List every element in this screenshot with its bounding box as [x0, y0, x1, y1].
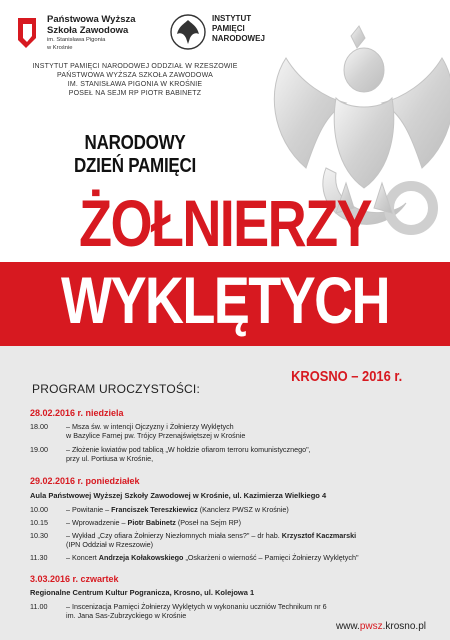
item-time: 18.00 — [30, 422, 48, 431]
program-item — [30, 602, 420, 620]
ipn-logo-text — [212, 14, 302, 44]
partner-line: INSTYTUT PAMIĘCI NARODOWEJ ODDZIAŁ W RZESZOWIE — [32, 63, 238, 70]
city-year: KROSNO – 2016 r. — [290, 368, 402, 385]
website-prefix: www. — [335, 621, 360, 632]
program-item — [30, 553, 420, 562]
item-text: (Kanclerz PWSZ w Krośnie) — [197, 505, 289, 514]
website-suffix: .krosno.pl — [382, 621, 426, 632]
item-text: – Msza św. w intencji Ojczyzny i Żołnierzy Wyklętych w Bazylice Farnej pw. Trójcy Przenajświętszej w Krośnie — [66, 422, 246, 440]
item-text: „Oskarżeni o wierność – Pamięci Żołnierzy Wyklętych" — [183, 553, 359, 562]
item-text: (IPN Oddział w Rzeszowie) — [66, 540, 154, 549]
item-text: (Poseł na Sejm RP) — [175, 518, 241, 527]
item-text: – Wykład „Czy ofiara Żołnierzy Niezłomnych miała sens?" – dr hab. — [66, 531, 282, 540]
program-item — [30, 505, 420, 514]
partner-line: IM. STANISŁAWA PIGONIA W KROŚNIE — [67, 81, 203, 88]
item-time: 10.00 — [30, 505, 48, 514]
day-date: 3.03.2016 r. czwartek — [30, 574, 119, 584]
item-time: 11.00 — [30, 602, 48, 611]
program-item — [30, 445, 420, 463]
item-person: Piotr Babinetz — [127, 518, 176, 527]
item-person: Andrzeja Kołakowskiego — [98, 553, 184, 562]
item-text: – Wprowadzenie – — [66, 518, 128, 527]
item-time: 19.00 — [30, 445, 48, 454]
headline-big-red: ŻOŁNIERZY — [79, 186, 371, 260]
program-item — [30, 518, 420, 527]
item-time: 10.30 — [30, 531, 48, 540]
item-person: Franciszek Tereszkiewicz — [111, 505, 198, 514]
item-time: 11.30 — [30, 553, 48, 562]
partner-line: POSEŁ NA SEJM RP PIOTR BABINETZ — [68, 90, 202, 97]
pwsz-name-line1: Państwowa Wyższa — [47, 14, 136, 25]
pwsz-sub-line2: w Krośnie — [47, 45, 73, 51]
ipn-line3: NARODOWEJ — [212, 34, 265, 43]
pwsz-name-line2: Szkoła Zawodowa — [47, 25, 129, 36]
item-time: 10.15 — [30, 518, 48, 527]
website-brand: pwsz — [359, 621, 383, 632]
ipn-line1: INSTYTUT — [212, 14, 252, 23]
item-text: – Koncert — [66, 553, 99, 562]
event-location: Regionalne Centrum Kultur Pogranicza, Krosno, ul. Kolejowa 1 — [30, 588, 255, 597]
partner-line: PAŃSTWOWA WYŻSZA SZKOŁA ZAWODOWA — [56, 72, 213, 79]
event-location: Aula Państwowej Wyższej Szkoły Zawodowej w Krośnie, ul. Kazimierza Wielkiego 4 — [30, 491, 327, 500]
program-title: PROGRAM UROCZYSTOŚCI: — [32, 382, 200, 396]
ipn-eagle-logo-icon — [169, 12, 207, 52]
website-link[interactable] — [336, 621, 426, 632]
program-item — [30, 422, 420, 440]
header-section — [0, 0, 450, 262]
program-section — [0, 346, 450, 640]
logos-row — [14, 12, 434, 60]
item-text: – Złożenie kwiatów pod tablicą „W hołdzie ofiarom terroru komunistycznego", przy ul. Portiusa w Krośnie, — [66, 445, 311, 463]
pwsz-sub-line1: im. Stanisława Pigonia — [47, 37, 106, 43]
headline-big-white: WYKLĘTYCH — [61, 263, 389, 337]
program-item — [30, 531, 420, 549]
ipn-line2: PAMIĘCI — [212, 24, 245, 33]
headline-small — [0, 132, 270, 178]
pwsz-logo-text — [47, 14, 167, 52]
partners-list — [0, 62, 270, 98]
day-date: 29.02.2016 r. poniedziałek — [30, 476, 140, 486]
item-text: – Powitanie – — [66, 505, 112, 514]
headline-line1: NARODOWY — [84, 132, 186, 154]
item-person: Krzysztof Kaczmarski — [281, 531, 357, 540]
headline-line2: DZIEŃ PAMIĘCI — [73, 155, 196, 177]
item-text: – Inscenizacja Pamięci Żołnierzy Wyklętych w wykonaniu uczniów Technikum nr 6 im. Jana Sas-Zubrzyckiego w Krośnie — [66, 602, 327, 620]
day-date: 28.02.2016 r. niedziela — [30, 408, 124, 418]
pwsz-logo-icon — [14, 16, 42, 50]
